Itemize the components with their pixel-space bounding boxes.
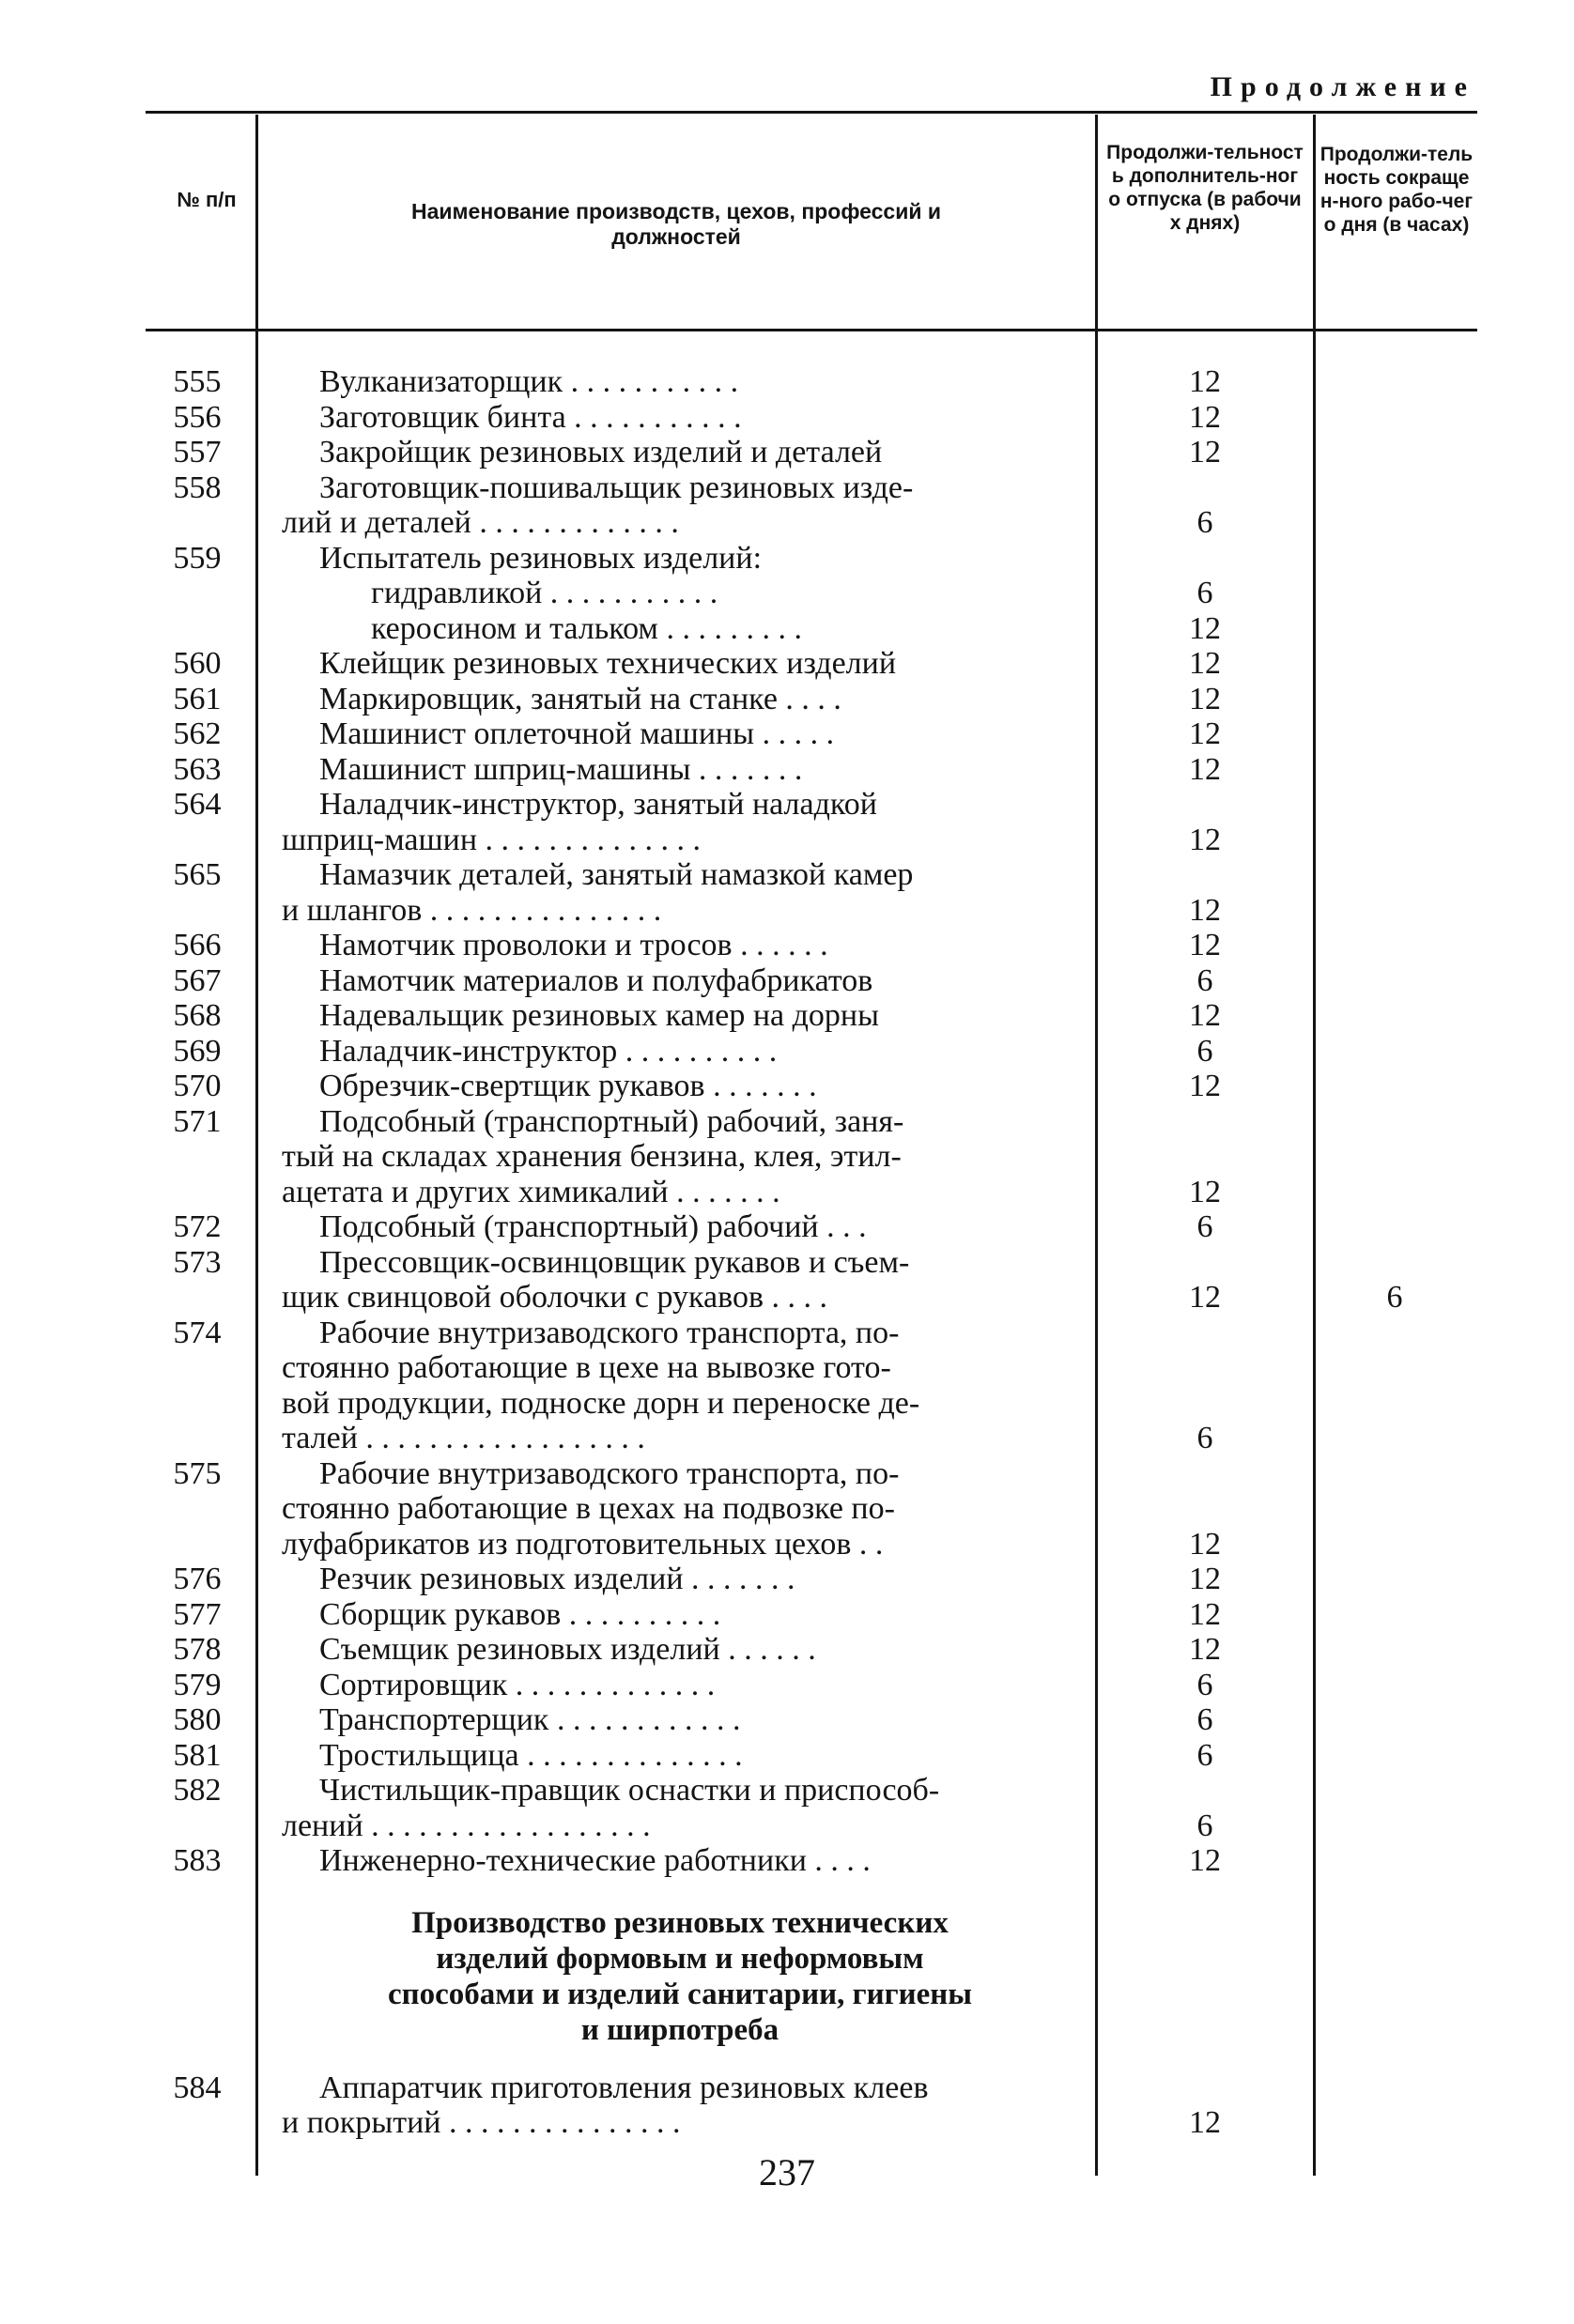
column-divider-3: [1313, 115, 1316, 2176]
row-name-line: Наладчик-инструктор, занятый наладкой: [319, 787, 877, 822]
row-number: 565: [173, 857, 222, 892]
row-number: 562: [173, 716, 222, 751]
row-vacation-days: 6: [1196, 1737, 1213, 1773]
row-vacation-days: 12: [1189, 1562, 1221, 1596]
row-vacation-days: 6: [1196, 962, 1213, 998]
row-number: 570: [173, 1069, 222, 1103]
row-name-line: шприц-машин . . . . . . . . . . . . . .: [282, 822, 702, 857]
row-vacation-days: 12: [1189, 1069, 1221, 1103]
row-vacation-days: 12: [1189, 681, 1221, 716]
row-name-line: и покрытий . . . . . . . . . . . . . . .: [282, 2105, 681, 2140]
row-number: 576: [173, 1562, 222, 1596]
row-number: 571: [173, 1103, 222, 1139]
row-number: 575: [173, 1455, 222, 1491]
row-name-line: Тростильщица . . . . . . . . . . . . . .: [319, 1737, 743, 1773]
row-number: 557: [173, 435, 222, 469]
row-name-line: стоянно работающие в цехах на подвозке по-: [282, 1491, 895, 1526]
row-name-line: Надевальщик резиновых камер на дорны: [319, 998, 879, 1033]
row-name-line: стоянно работающие в цехе на вывозке гото-: [282, 1350, 891, 1385]
row-name-line: Испытатель резиновых изделий:: [319, 540, 763, 576]
row-vacation-days: 12: [1189, 1526, 1221, 1562]
row-name-line: Резчик резиновых изделий . . . . . . .: [319, 1562, 795, 1596]
row-name-line: Транспортерщик . . . . . . . . . . . .: [319, 1702, 741, 1737]
column-divider-1: [255, 115, 258, 2176]
row-vacation-days: 6: [1196, 1209, 1213, 1244]
row-name-line: Машинист оплеточной машины . . . . .: [319, 716, 835, 751]
row-name-line: и шлангов . . . . . . . . . . . . . . .: [282, 892, 662, 928]
row-number: 564: [173, 787, 222, 822]
row-number: 574: [173, 1315, 222, 1350]
row-name-line: Чистильщик-правщик оснастки и приспособ-: [319, 1773, 940, 1808]
row-name-line: Маркировщик, занятый на станке . . . .: [319, 681, 841, 716]
row-vacation-days: 12: [1189, 2105, 1221, 2140]
row-name-line: Сборщик рукавов . . . . . . . . . .: [319, 1596, 721, 1632]
row-name-line: Подсобный (транспортный) рабочий . . .: [319, 1209, 867, 1244]
row-name-line: Прессовщик-освинцовщик рукавов и съем-: [319, 1244, 910, 1280]
row-name-line: Заготовщик-пошивальщик резиновых изде-: [319, 469, 914, 505]
row-name-line: Съемщик резиновых изделий . . . . . .: [319, 1632, 816, 1667]
row-name-line: Подсобный (транспортный) рабочий, заня-: [319, 1103, 904, 1139]
row-number: 567: [173, 962, 222, 998]
row-vacation-days: 12: [1189, 892, 1221, 928]
row-vacation-days: 6: [1196, 1421, 1213, 1455]
row-number: 583: [173, 1843, 222, 1878]
row-name-line: Аппаратчик приготовления резиновых клеев: [319, 2070, 929, 2105]
row-number: 555: [173, 364, 222, 399]
row-name-line: вой продукции, подноске дорн и переноске де-: [282, 1385, 920, 1421]
row-number: 580: [173, 1702, 222, 1737]
row-name-line: Машинист шприц-машины . . . . . . .: [319, 751, 803, 787]
row-vacation-days: 12: [1189, 399, 1221, 435]
row-vacation-days: 12: [1189, 646, 1221, 681]
continuation-label: Продолжение: [1210, 71, 1475, 102]
row-number: 563: [173, 751, 222, 787]
row-number: 560: [173, 646, 222, 681]
row-name-line: щик свинцовой оболочки с рукавов . . . .: [282, 1280, 828, 1315]
row-vacation-days: 6: [1196, 1667, 1213, 1702]
row-name-line: Обрезчик-свертщик рукавов . . . . . . .: [319, 1069, 817, 1103]
row-vacation-days: 12: [1189, 1632, 1221, 1667]
row-name-line: Намазчик деталей, занятый намазкой камер: [319, 857, 914, 892]
row-number: 577: [173, 1596, 222, 1632]
row-name-line: луфабрикатов из подготовительных цехов . .: [282, 1526, 884, 1562]
row-number: 566: [173, 928, 222, 962]
row-name-line: лий и деталей . . . . . . . . . . . . .: [282, 505, 679, 540]
row-name-line: лений . . . . . . . . . . . . . . . . . .: [282, 1808, 651, 1843]
table-top-rule: [146, 111, 1477, 114]
header-name: Наименование производств, цехов, профессий и должностей: [410, 199, 942, 249]
row-vacation-days: 6: [1196, 505, 1213, 540]
section-heading-line: способами и изделий санитарии, гигиены: [387, 1977, 973, 2011]
row-name-line: керосином и тальком . . . . . . . . .: [371, 610, 802, 646]
row-name-line: талей . . . . . . . . . . . . . . . . . .: [282, 1421, 645, 1455]
row-vacation-days: 12: [1189, 1843, 1221, 1878]
row-name-line: Закройщик резиновых изделий и деталей: [319, 435, 883, 469]
row-name-line: Клейщик резиновых технических изделий: [319, 646, 897, 681]
row-name-line: Намотчик материалов и полуфабрикатов: [319, 962, 873, 998]
row-name-line: тый на складах хранения бензина, клея, этил-: [282, 1139, 902, 1174]
page-number: 237: [759, 2151, 815, 2193]
row-number: 559: [173, 540, 222, 576]
row-vacation-days: 12: [1189, 435, 1221, 469]
section-heading-line: Производство резиновых технических: [411, 1905, 949, 1940]
header-bottom-rule: [146, 329, 1477, 331]
section-heading-line: изделий формовым и неформовым: [436, 1941, 924, 1976]
row-name-line: Инженерно-технические работники . . . .: [319, 1843, 871, 1878]
row-number: 578: [173, 1632, 222, 1667]
row-name-line: Намотчик проволоки и тросов . . . . . .: [319, 928, 828, 962]
row-vacation-days: 12: [1189, 1596, 1221, 1632]
row-name-line: Заготовщик бинта . . . . . . . . . . .: [319, 399, 742, 435]
row-vacation-days: 6: [1196, 1808, 1213, 1843]
row-vacation-days: 12: [1189, 751, 1221, 787]
row-vacation-days: 6: [1196, 576, 1213, 610]
row-name-line: Рабочие внутризаводского транспорта, по-: [319, 1315, 900, 1350]
row-number: 582: [173, 1773, 222, 1808]
row-number: 581: [173, 1737, 222, 1773]
row-vacation-days: 6: [1196, 1033, 1213, 1069]
row-vacation-days: 6: [1196, 1702, 1213, 1737]
row-number: 558: [173, 469, 222, 505]
section-heading-line: и ширпотреба: [580, 2012, 779, 2047]
row-name-line: Вулканизаторщик . . . . . . . . . . .: [319, 364, 739, 399]
row-vacation-days: 12: [1189, 822, 1221, 857]
row-number: 561: [173, 681, 222, 716]
row-vacation-days: 12: [1189, 364, 1221, 399]
header-hours: Продолжи-тельность сокращен-ного рабо-чего дня (в часах): [1319, 144, 1474, 236]
row-vacation-days: 12: [1189, 1174, 1221, 1209]
row-name-line: Рабочие внутризаводского транспорта, по-: [319, 1455, 900, 1491]
row-number: 569: [173, 1033, 222, 1069]
row-number: 568: [173, 998, 222, 1033]
row-short-day-hours: 6: [1386, 1280, 1403, 1315]
row-vacation-days: 12: [1189, 998, 1221, 1033]
row-name-line: ацетата и других химикалий . . . . . . .: [282, 1174, 780, 1209]
row-number: 584: [173, 2070, 222, 2105]
row-vacation-days: 12: [1189, 610, 1221, 646]
row-number: 572: [173, 1209, 222, 1244]
row-name-line: Сортировщик . . . . . . . . . . . . .: [319, 1667, 716, 1702]
row-vacation-days: 12: [1189, 716, 1221, 751]
row-number: 579: [173, 1667, 222, 1702]
header-num: № п/п: [177, 188, 237, 211]
header-days: Продолжи-тельность дополнитель-ного отпуска (в рабочих днях): [1106, 142, 1304, 234]
row-vacation-days: 12: [1189, 1280, 1221, 1315]
row-number: 556: [173, 399, 222, 435]
row-vacation-days: 12: [1189, 928, 1221, 962]
row-name-line: Наладчик-инструктор . . . . . . . . . .: [319, 1033, 778, 1069]
row-number: 573: [173, 1244, 222, 1280]
row-name-line: гидравликой . . . . . . . . . . .: [371, 576, 718, 610]
